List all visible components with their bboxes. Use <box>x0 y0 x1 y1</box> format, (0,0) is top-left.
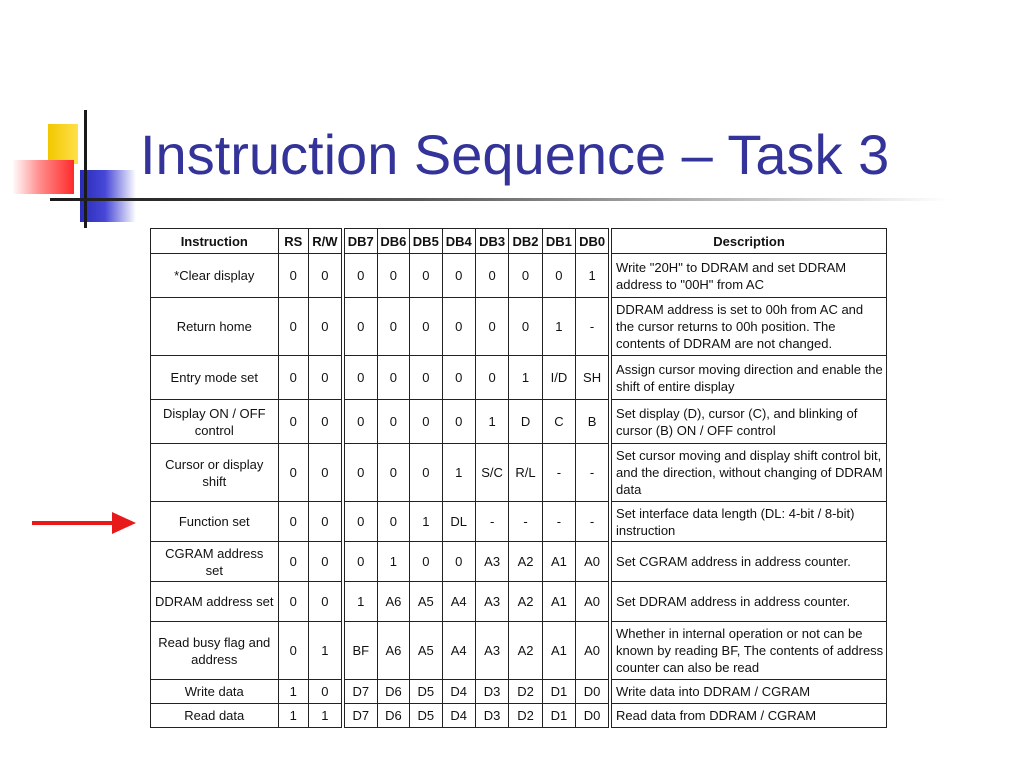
bit-cell-db6: 0 <box>377 254 409 298</box>
description-cell: Write "20H" to DDRAM and set DDRAM address to "00H" from AC <box>610 254 886 298</box>
bit-cell-db1: I/D <box>542 356 575 400</box>
bit-cell-db2: A2 <box>509 542 542 582</box>
bit-cell-db2: A2 <box>509 582 542 622</box>
bit-cell-db5: 0 <box>410 298 442 356</box>
bit-cell-db0: A0 <box>576 582 610 622</box>
bit-cell-db3: A3 <box>475 622 508 680</box>
bit-cell-db6: 1 <box>377 542 409 582</box>
instruction-name-cell: CGRAM address set <box>151 542 279 582</box>
header-db2: DB2 <box>509 229 542 254</box>
bit-cell-db5: A5 <box>410 622 442 680</box>
bit-cell-db1: A1 <box>542 542 575 582</box>
bit-cell-db1: A1 <box>542 622 575 680</box>
bit-cell-db3: 0 <box>475 356 508 400</box>
bit-cell-db5: 0 <box>410 542 442 582</box>
header-db5: DB5 <box>410 229 442 254</box>
bit-cell-db2: 0 <box>509 298 542 356</box>
instruction-name-cell: Display ON / OFF control <box>151 400 279 444</box>
bit-cell-db7: 0 <box>343 542 377 582</box>
bit-cell-db7: 0 <box>343 502 377 542</box>
header-rw: R/W <box>308 229 342 254</box>
header-db6: DB6 <box>377 229 409 254</box>
bit-cell-db1: - <box>542 444 575 502</box>
decor-yellow-square <box>48 124 78 164</box>
bit-cell-db7: 1 <box>343 582 377 622</box>
bit-cell-db1: - <box>542 502 575 542</box>
table-row <box>151 400 887 444</box>
bit-cell-db6: 0 <box>377 298 409 356</box>
instruction-name-cell: Entry mode set <box>151 356 279 400</box>
title-underline <box>50 198 950 201</box>
bit-cell-db2: 0 <box>509 254 542 298</box>
bit-cell-db6: 0 <box>377 400 409 444</box>
bit-cell-db5: D5 <box>410 680 442 704</box>
bit-cell-rs: 1 <box>278 704 308 728</box>
header-rs: RS <box>278 229 308 254</box>
bit-cell-rs: 0 <box>278 542 308 582</box>
bit-cell-rs: 1 <box>278 680 308 704</box>
bit-cell-db2: A2 <box>509 622 542 680</box>
bit-cell-db0: D0 <box>576 680 610 704</box>
bit-cell-db0: SH <box>576 356 610 400</box>
bit-cell-db4: 0 <box>442 298 475 356</box>
description-cell: Set DDRAM address in address counter. <box>610 582 886 622</box>
bit-cell-rs: 0 <box>278 298 308 356</box>
bit-cell-db2: - <box>509 502 542 542</box>
bit-cell-db1: 1 <box>542 298 575 356</box>
description-cell: Whether in internal operation or not can be known by reading BF, The contents of address counter can also be read <box>610 622 886 680</box>
bit-cell-db7: 0 <box>343 298 377 356</box>
bit-cell-db4: A4 <box>442 622 475 680</box>
bit-cell-rw: 0 <box>308 444 342 502</box>
bit-cell-rw: 0 <box>308 680 342 704</box>
bit-cell-rs: 0 <box>278 254 308 298</box>
bit-cell-db4: 0 <box>442 400 475 444</box>
bit-cell-db1: A1 <box>542 582 575 622</box>
bit-cell-rw: 0 <box>308 582 342 622</box>
bit-cell-db7: BF <box>343 622 377 680</box>
bit-cell-db5: 0 <box>410 254 442 298</box>
bit-cell-db6: D6 <box>377 704 409 728</box>
bit-cell-db2: D <box>509 400 542 444</box>
bit-cell-rw: 0 <box>308 356 342 400</box>
bit-cell-db5: 0 <box>410 356 442 400</box>
bit-cell-db3: A3 <box>475 582 508 622</box>
bit-cell-db4: 0 <box>442 542 475 582</box>
bit-cell-db5: A5 <box>410 582 442 622</box>
table-row <box>151 582 887 622</box>
bit-cell-rw: 1 <box>308 704 342 728</box>
table-row <box>151 298 887 356</box>
instruction-name-cell: Return home <box>151 298 279 356</box>
description-cell: Set display (D), cursor (C), and blinking of cursor (B) ON / OFF control <box>610 400 886 444</box>
bit-cell-db1: D1 <box>542 704 575 728</box>
bit-cell-db7: D7 <box>343 680 377 704</box>
bit-cell-db0: B <box>576 400 610 444</box>
bit-cell-db6: 0 <box>377 356 409 400</box>
slide-title: Instruction Sequence – Task 3 <box>140 123 890 186</box>
description-cell: Set interface data length (DL: 4-bit / 8-bit) instruction <box>610 502 886 542</box>
bit-cell-rs: 0 <box>278 356 308 400</box>
instruction-name-cell: DDRAM address set <box>151 582 279 622</box>
bit-cell-db1: D1 <box>542 680 575 704</box>
header-db4: DB4 <box>442 229 475 254</box>
instruction-name-cell: Function set <box>151 502 279 542</box>
description-cell: Set CGRAM address in address counter. <box>610 542 886 582</box>
bit-cell-db5: 0 <box>410 444 442 502</box>
header-db0: DB0 <box>576 229 610 254</box>
bit-cell-db3: - <box>475 502 508 542</box>
bit-cell-db2: R/L <box>509 444 542 502</box>
bit-cell-db0: 1 <box>576 254 610 298</box>
bit-cell-db0: A0 <box>576 542 610 582</box>
decor-blue-square <box>80 170 136 222</box>
bit-cell-db3: D3 <box>475 704 508 728</box>
description-cell: Assign cursor moving direction and enable the shift of entire display <box>610 356 886 400</box>
bit-cell-db6: D6 <box>377 680 409 704</box>
bit-cell-db3: 1 <box>475 400 508 444</box>
description-cell: Write data into DDRAM / CGRAM <box>610 680 886 704</box>
bit-cell-db2: 1 <box>509 356 542 400</box>
table-row <box>151 444 887 502</box>
instruction-name-cell: Cursor or display shift <box>151 444 279 502</box>
decor-red-bar <box>12 160 74 194</box>
header-db3: DB3 <box>475 229 508 254</box>
instruction-name-cell: *Clear display <box>151 254 279 298</box>
bit-cell-db7: 0 <box>343 356 377 400</box>
bit-cell-rs: 0 <box>278 444 308 502</box>
bit-cell-db0: - <box>576 298 610 356</box>
bit-cell-rs: 0 <box>278 502 308 542</box>
bit-cell-db4: 0 <box>442 356 475 400</box>
header-db7: DB7 <box>343 229 377 254</box>
bit-cell-db1: C <box>542 400 575 444</box>
table-row <box>151 502 887 542</box>
header-description: Description <box>610 229 886 254</box>
bit-cell-db3: 0 <box>475 254 508 298</box>
header-instruction: Instruction <box>151 229 279 254</box>
bit-cell-db5: 1 <box>410 502 442 542</box>
bit-cell-db4: 1 <box>442 444 475 502</box>
bit-cell-db5: D5 <box>410 704 442 728</box>
bit-cell-db5: 0 <box>410 400 442 444</box>
bit-cell-rw: 0 <box>308 542 342 582</box>
description-cell: Set cursor moving and display shift control bit, and the direction, without changing of DDRAM data <box>610 444 886 502</box>
bit-cell-db0: D0 <box>576 704 610 728</box>
bit-cell-db4: D4 <box>442 680 475 704</box>
bit-cell-db7: 0 <box>343 444 377 502</box>
bit-cell-db2: D2 <box>509 680 542 704</box>
bit-cell-db3: 0 <box>475 298 508 356</box>
bit-cell-rw: 0 <box>308 400 342 444</box>
bit-cell-rw: 1 <box>308 622 342 680</box>
table-row <box>151 622 887 680</box>
bit-cell-db7: 0 <box>343 254 377 298</box>
bit-cell-db0: - <box>576 502 610 542</box>
table-row <box>151 704 887 728</box>
header-db1: DB1 <box>542 229 575 254</box>
bit-cell-db7: D7 <box>343 704 377 728</box>
table-row <box>151 542 887 582</box>
bit-cell-db0: - <box>576 444 610 502</box>
bit-cell-db3: D3 <box>475 680 508 704</box>
bit-cell-rw: 0 <box>308 502 342 542</box>
bit-cell-db6: A6 <box>377 622 409 680</box>
bit-cell-rs: 0 <box>278 400 308 444</box>
bit-cell-db4: D4 <box>442 704 475 728</box>
bit-cell-db1: 0 <box>542 254 575 298</box>
table-header-row <box>151 229 887 254</box>
right-arrow-icon <box>32 512 136 534</box>
bit-cell-db3: S/C <box>475 444 508 502</box>
bit-cell-rw: 0 <box>308 254 342 298</box>
table-row <box>151 254 887 298</box>
bit-cell-db2: D2 <box>509 704 542 728</box>
instruction-name-cell: Read busy flag and address <box>151 622 279 680</box>
bit-cell-db6: 0 <box>377 444 409 502</box>
decor-vertical-line <box>84 110 87 228</box>
bit-cell-db6: A6 <box>377 582 409 622</box>
bit-cell-rw: 0 <box>308 298 342 356</box>
bit-cell-db3: A3 <box>475 542 508 582</box>
description-cell: DDRAM address is set to 00h from AC and the cursor returns to 00h position. The contents of DDRAM are not changed. <box>610 298 886 356</box>
bit-cell-db6: 0 <box>377 502 409 542</box>
table-row <box>151 356 887 400</box>
bit-cell-rs: 0 <box>278 582 308 622</box>
bit-cell-db4: DL <box>442 502 475 542</box>
bit-cell-db0: A0 <box>576 622 610 680</box>
instruction-table <box>150 228 887 728</box>
bit-cell-db4: 0 <box>442 254 475 298</box>
bit-cell-rs: 0 <box>278 622 308 680</box>
instruction-name-cell: Read data <box>151 704 279 728</box>
instruction-name-cell: Write data <box>151 680 279 704</box>
description-cell: Read data from DDRAM / CGRAM <box>610 704 886 728</box>
bit-cell-db4: A4 <box>442 582 475 622</box>
bit-cell-db7: 0 <box>343 400 377 444</box>
table-row <box>151 680 887 704</box>
